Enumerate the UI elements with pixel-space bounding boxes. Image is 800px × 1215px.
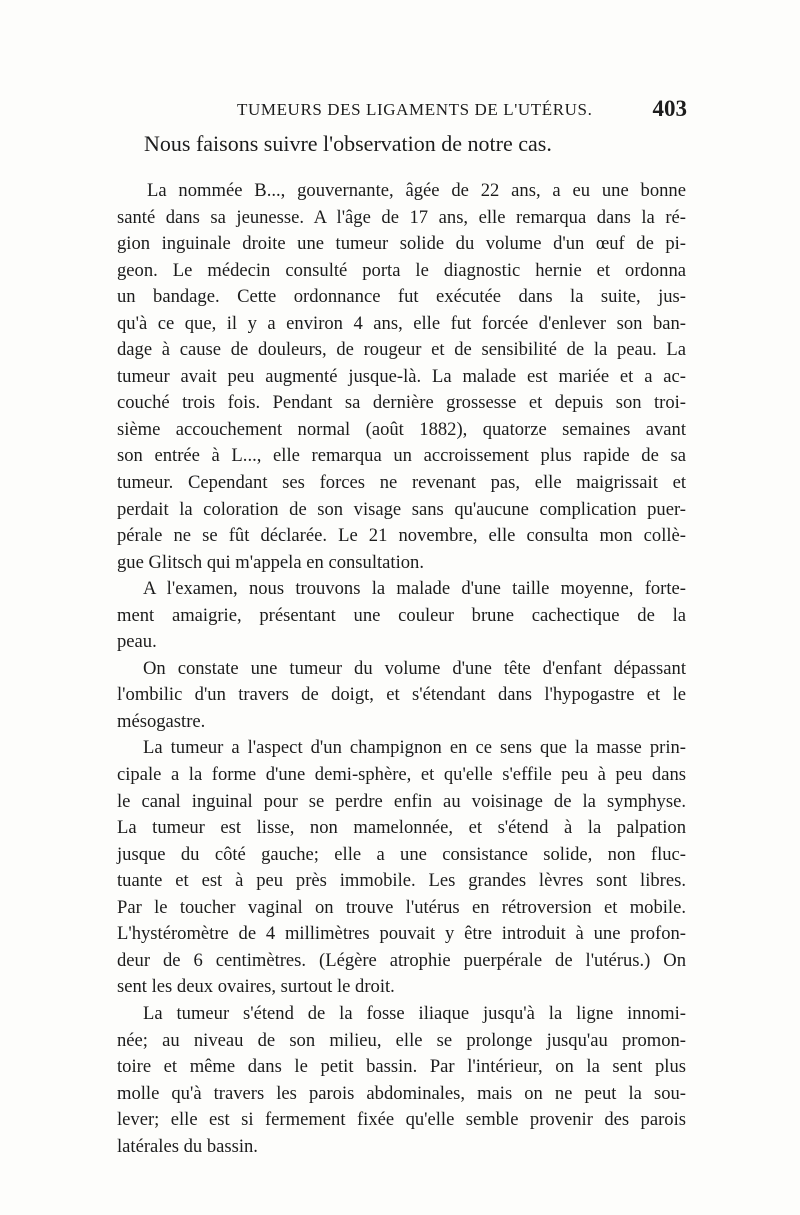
text-line: lever; elle est si fermement fixée qu'elle semble provenir des parois (117, 1109, 686, 1131)
text-line: tumeur. Cependant ses forces ne revenant pas, elle maigrissait et (117, 472, 686, 494)
text-line: santé dans sa jeunesse. A l'âge de 17 ans, elle remarqua dans la ré- (117, 206, 686, 228)
text-line: née; au niveau de son milieu, elle se prolonge jusqu'au promon- (117, 1029, 686, 1051)
text-line: son entrée à L..., elle remarqua un accroissement plus rapide de sa (117, 445, 686, 467)
text-line: peau. (117, 631, 157, 653)
text-line: L'hystéromètre de 4 millimètres pouvait y être introduit à une profon- (117, 923, 686, 945)
text-line: cipale a la forme d'une demi-sphère, et qu'elle s'effile peu à peu dans (117, 764, 686, 786)
text-line: gue Glitsch qui m'appela en consultation. (117, 551, 424, 573)
text-line: toire et même dans le petit bassin. Par l'intérieur, on la sent plus (117, 1056, 686, 1078)
text-line: pérale ne se fût déclarée. Le 21 novembre, elle consulta mon collè- (117, 525, 686, 547)
text-line: un bandage. Cette ordonnance fut exécutée dans la suite, jus- (117, 286, 686, 308)
text-line: La tumeur a l'aspect d'un champignon en ce sens que la masse prin- (143, 737, 686, 759)
running-title: TUMEURS DES LIGAMENTS DE L'UTÉRUS. (237, 100, 593, 119)
text-line: le canal inguinal pour se perdre enfin au voisinage de la symphyse. (117, 790, 686, 812)
text-line: sent les deux ovaires, surtout le droit. (117, 976, 395, 998)
body-text (117, 178, 686, 1160)
text-line: A l'examen, nous trouvons la malade d'une taille moyenne, forte- (143, 578, 686, 600)
text-line: dage à cause de douleurs, de rougeur et de sensibilité de la peau. La (117, 339, 686, 361)
text-line: La nommée B..., gouvernante, âgée de 22 ans, a eu une bonne (147, 180, 686, 201)
text-line: perdait la coloration de son visage sans qu'aucune complication puer- (117, 498, 686, 520)
text-line: qu'à ce que, il y a environ 4 ans, elle fut forcée d'enlever son ban- (117, 312, 686, 334)
text-line: sième accouchement normal (août 1882), quatorze semaines avant (117, 418, 686, 440)
text-line: La tumeur est lisse, non mamelonnée, et s'étend à la palpation (117, 817, 686, 839)
text-line: geon. Le médecin consulté porta le diagnostic hernie et ordonna (117, 259, 686, 281)
text-line: jusque du côté gauche; elle a une consistance solide, non fluc- (117, 843, 686, 865)
text-line: molle qu'à travers les parois abdominales, mais on ne peut la sou- (117, 1082, 686, 1104)
text-line: latérales du bassin. (117, 1135, 258, 1157)
text-line: gion inguinale droite une tumeur solide du volume d'un œuf de pi- (117, 233, 686, 255)
text-line: La tumeur s'étend de la fosse iliaque jusqu'à la ligne innomi- (143, 1002, 686, 1024)
text-line: couché trois fois. Pendant sa dernière grossesse et depuis son troi- (117, 392, 686, 414)
text-line: On constate une tumeur du volume d'une tête d'enfant dépassant (143, 657, 686, 679)
text-line: tumeur avait peu augmenté jusque-là. La malade est mariée et a ac- (117, 365, 686, 387)
lead-in-sentence: Nous faisons suivre l'observation de notre cas. (144, 131, 552, 156)
text-line: l'ombilic d'un travers de doigt, et s'étendant dans l'hypogastre et le (117, 684, 686, 706)
text-line: ment amaigrie, présentant une couleur brune cachectique de la (117, 604, 686, 626)
text-line: deur de 6 centimètres. (Légère atrophie puerpérale de l'utérus.) On (117, 949, 686, 971)
running-header (117, 96, 687, 126)
text-line: tuante et est à peu près immobile. Les grandes lèvres sont libres. (117, 870, 686, 892)
page-number: 403 (652, 96, 687, 121)
text-line: mésogastre. (117, 710, 206, 732)
text-line: Par le toucher vaginal on trouve l'utérus en rétroversion et mobile. (117, 896, 686, 918)
